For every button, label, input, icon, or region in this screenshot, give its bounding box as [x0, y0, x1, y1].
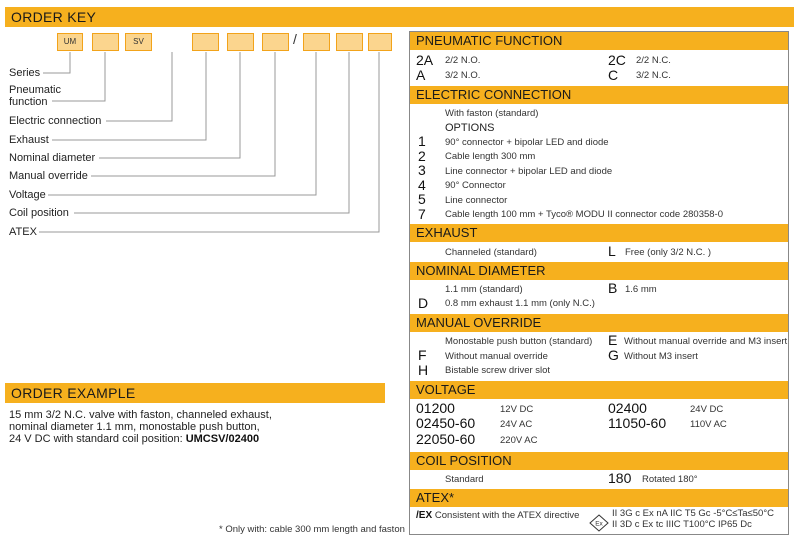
pneumatic-desc-c: 3/2 N.C.: [636, 70, 671, 81]
manual-desc-e: Without manual override and M3 insert: [624, 336, 788, 347]
electric-code-2: 2: [418, 148, 426, 164]
pneumatic-desc-2a: 2/2 N.O.: [445, 55, 481, 66]
electric-desc-5: Line connector: [445, 195, 508, 206]
order-example-title: ORDER EXAMPLE: [11, 385, 136, 401]
order-example-line-1: 15 mm 3/2 N.C. valve with faston, channeled exhaust,: [9, 409, 272, 421]
exhaust-standard: Channeled (standard): [445, 247, 537, 258]
electric-desc-2: Cable length 300 mm: [445, 151, 536, 162]
manual-desc-f: Without manual override: [445, 351, 548, 362]
legend-series: Series: [9, 67, 41, 79]
voltage-desc-02450-60: 24V AC: [500, 419, 533, 430]
coil-code-180: 180: [608, 470, 632, 486]
electric-desc-1: 90° connector + bipolar LED and diode: [445, 137, 609, 148]
voltage-code-02450-60: 02450-60: [416, 415, 476, 431]
order-example-line-3: [9, 433, 389, 445]
electric-code-3: 3: [418, 162, 426, 178]
electric-desc-4: 90° Connector: [445, 180, 506, 191]
code-box-series: UM: [57, 33, 83, 51]
atex-desc: Consistent with the ATEX directive: [434, 510, 580, 521]
atex-header: ATEX*: [410, 489, 788, 507]
exhaust-header: EXHAUST: [410, 224, 788, 242]
pneumatic-code-a: A: [416, 67, 426, 83]
atex-ex-symbol-icon: [589, 514, 609, 532]
manual-code-e: E: [608, 332, 618, 348]
voltage-header: VOLTAGE: [410, 381, 788, 399]
legend-coil-position: Coil position: [9, 207, 69, 219]
nominal-code-d: D: [418, 295, 429, 311]
nominal-code-b: B: [608, 280, 618, 296]
pneumatic-code-2c: 2C: [608, 52, 626, 68]
electric-standard: With faston (standard): [445, 108, 539, 119]
legend-voltage: Voltage: [9, 189, 46, 201]
voltage-desc-01200: 12V DC: [500, 404, 534, 415]
code-box-sv: SV: [125, 33, 152, 51]
nominal-desc-d: 0.8 mm exhaust 1.1 mm (only N.C.): [445, 298, 595, 309]
atex-code: /EX: [416, 510, 433, 521]
pneumatic-function-header: PNEUMATIC FUNCTION: [410, 32, 788, 50]
order-example-line-3-prefix: 24 V DC with standard coil position:: [9, 433, 186, 445]
electric-desc-7: Cable length 100 mm + Tyco® MODU II connector code 280358-0: [445, 209, 723, 220]
order-example-code: UMCSV/02400: [185, 433, 260, 445]
order-example-header: [5, 383, 385, 403]
exhaust-code-l: L: [608, 243, 616, 259]
voltage-desc-02400: 24V DC: [690, 404, 724, 415]
atex-line-1: II 3G c Ex nA IIC T5 Gc -5°C≤Ta≤50°C: [612, 508, 774, 519]
options-panel: [409, 31, 789, 535]
manual-desc-g: Without M3 insert: [624, 351, 698, 362]
manual-standard: Monostable push button (standard): [445, 336, 593, 347]
code-slash: /: [293, 31, 297, 47]
atex-symbol-text: Ex: [595, 520, 603, 528]
atex-row: [416, 510, 579, 522]
order-key-title: ORDER KEY: [11, 9, 97, 25]
nominal-standard: 1.1 mm (standard): [445, 284, 523, 295]
electric-code-1: 1: [418, 133, 426, 149]
electric-code-5: 5: [418, 191, 426, 207]
manual-code-g: G: [608, 347, 619, 363]
coil-standard: Standard: [445, 474, 484, 485]
nominal-desc-b: 1.6 mm: [625, 284, 657, 295]
manual-code-f: F: [418, 347, 427, 363]
legend-nominal-diameter: Nominal diameter: [9, 152, 96, 164]
legend-electric-connection: Electric connection: [9, 115, 102, 127]
legend-pneumatic-function: Pneumatic function: [9, 84, 61, 108]
electric-connection-header: ELECTRIC CONNECTION: [410, 86, 788, 104]
pneumatic-code-2a: 2A: [416, 52, 434, 68]
footnote: * Only with: cable 300 mm length and faston: [219, 524, 405, 535]
pneumatic-desc-2c: 2/2 N.C.: [636, 55, 671, 66]
legend-manual-override: Manual override: [9, 170, 88, 182]
legend-atex: ATEX: [9, 226, 37, 238]
legend-exhaust: Exhaust: [9, 134, 49, 146]
coil-desc-180: Rotated 180°: [642, 474, 698, 485]
electric-code-4: 4: [418, 177, 426, 193]
order-example-line-2: nominal diameter 1.1 mm, monostable push button,: [9, 421, 260, 433]
coil-position-header: COIL POSITION: [410, 452, 788, 470]
voltage-code-11050-60: 11050-60: [608, 415, 667, 431]
pneumatic-desc-a: 3/2 N.O.: [445, 70, 481, 81]
atex-line-2: II 3D c Ex tc IIIC T100°C IP65 Dc: [612, 519, 752, 530]
manual-desc-h: Bistable screw driver slot: [445, 365, 551, 376]
pneumatic-code-c: C: [608, 67, 619, 83]
exhaust-desc-l: Free (only 3/2 N.C. ): [625, 247, 712, 258]
manual-override-header: MANUAL OVERRIDE: [410, 314, 788, 332]
voltage-code-22050-60: 22050-60: [416, 431, 476, 447]
manual-code-h: H: [418, 362, 429, 378]
voltage-code-01200: 01200: [416, 400, 455, 416]
voltage-code-02400: 02400: [608, 400, 647, 416]
voltage-desc-22050-60: 220V AC: [500, 435, 538, 446]
electric-desc-3: Line connector + bipolar LED and diode: [445, 166, 613, 177]
electric-options-label: OPTIONS: [445, 122, 495, 134]
order-example-text: [9, 409, 389, 445]
electric-code-7: 7: [418, 206, 426, 222]
voltage-desc-11050-60: 110V AC: [690, 419, 727, 430]
nominal-diameter-header: NOMINAL DIAMETER: [410, 262, 788, 280]
